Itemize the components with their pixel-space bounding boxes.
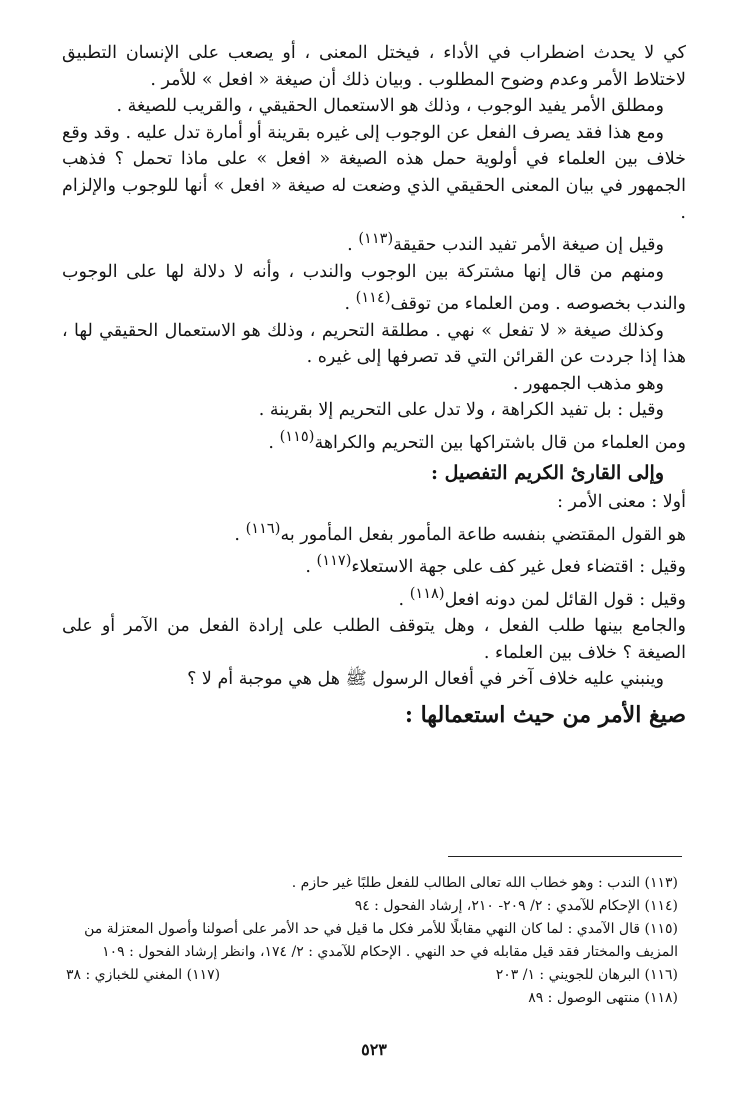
paragraph-13-text: وقيل : قول القائل لمن دونه افعل [444, 589, 686, 610]
end-mark: . [234, 524, 240, 545]
end-mark: . [344, 294, 351, 314]
end-mark: . [305, 557, 311, 578]
paragraph-15: وينبني عليه خلاف آخر في أفعال الرسول ﷺ هل هي موجبة أم لا ؟ [187, 669, 664, 690]
footnotes [66, 872, 678, 1010]
footnote-116: (١١٦) البرهان للجويني : ١/ ٢٠٣ [495, 967, 678, 983]
paragraph-4-text: وقيل إن صيغة الأمر تفيد الندب حقيقة [393, 234, 664, 255]
footnote-ref-118: (١١٨) [409, 584, 445, 602]
end-mark: . [398, 589, 405, 610]
footnote-ref-116: (١١٦) [245, 519, 281, 537]
footnote-ref-113: (١١٣) [358, 230, 394, 248]
paragraph-5-text: ومنهم من قال إنها مشتركة بين الوجوب والندب ، وأنه لا دلالة لها على الوجوب والندب بخصوصه . ومن العلماء من توقف [62, 261, 686, 314]
footnote-113: (١١٣) الندب : وهو خطاب الله تعالى الطالب للفعل طلبًا غير حازم . [291, 875, 678, 891]
paragraph-14: والجامع بينها طلب الفعل ، وهل يتوقف الطلب على إرادة الفعل من الآمر أو على الصيغة ؟ خلاف بين العلماء . [62, 616, 686, 663]
paragraph-1: كي لا يحدث اضطراب في الأداء ، فيختل المعنى ، أو يصعب على الإنسان التطبيق لاختلاط الأمر وعدم وضوح المطلوب . وبيان ذلك أن صيغة « افعل » للأمر . [62, 43, 686, 90]
footnote-separator [448, 856, 682, 857]
footnote-118: (١١٨) منتهى الوصول : ٨٩ [528, 990, 678, 1006]
section-heading: وإلى القارئ الكريم التفصيل : [430, 462, 664, 485]
paragraph-2: ومطلق الأمر يفيد الوجوب ، وذلك هو الاستعمال الحقيقي ، والقريب للصيغة . [116, 96, 664, 117]
footnote-115: (١١٥) قال الآمدي : لما كان النهي مقابلًا للأمر فكل ما قيل في حد الأمر على أصولنا وأصول المعتزلة من المزيف والمختار فقد قيل مقابله في حد النهي . الإحكام للآمدي : ٢/ ١٧٤، وانظر إرشاد الفحول : ١٠٩ [84, 921, 678, 960]
paragraph-8: وقيل : بل تفيد الكراهة ، ولا تدل على التحريم إلا بقرينة . [258, 400, 664, 421]
paragraph-4 [62, 226, 686, 258]
footnote-ref-114: (١١٤) [355, 289, 391, 307]
paragraph-3: ومع هذا فقد يصرف الفعل عن الوجوب إلى غيره بقرينة أو أمارة تدل عليه . وقد وقع خلاف بين العلماء في أولوية حمل هذه الصيغة « افعل » على ماذا تحمل ؟ فذهب الجمهور في بيان المعنى الحقيقي الذي وضعت له صيغة « افعل » أنها للوجوب والإلزام . [62, 122, 686, 223]
main-text [62, 40, 686, 731]
paragraph-6: وكذلك صيغة « لا تفعل » نهي . مطلقة التحريم ، وذلك هو الاستعمال الحقيقي لها ، هذا إذا جردت عن القرائن التي قد تصرفها إلى غيره . [62, 320, 686, 368]
paragraph-11 [62, 516, 686, 548]
page-number: ٥٢٣ [361, 1040, 387, 1059]
footnote-row [66, 964, 678, 987]
paragraph-11-text: هو القول المقتضي بنفسه طاعة المأمور بفعل المأمور به [280, 524, 686, 545]
paragraph-13 [62, 581, 686, 613]
paragraph-7: وهو مذهب الجمهور . [512, 373, 664, 394]
paragraph-9 [62, 424, 686, 456]
end-mark: . [268, 432, 274, 453]
paragraph-9-text: ومن العلماء من قال باشتراكها بين التحريم والكراهة [314, 432, 686, 453]
end-mark: . [347, 234, 353, 255]
footnote-ref-117: (١١٧) [316, 552, 352, 570]
footnote-114: (١١٤) الإحكام للآمدي : ٢/ ٢٠٩- ٢١٠، إرشاد الفحول : ٩٤ [354, 898, 678, 914]
paragraph-12-text: وقيل : اقتضاء فعل غير كف على جهة الاستعلاء [351, 557, 686, 578]
paragraph-12 [62, 548, 686, 580]
section-heading-large: صيغ الأمر من حيث استعمالها : [404, 702, 686, 729]
footnote-117: (١١٧) المغني للخبازي : ٣٨ [66, 967, 221, 983]
paragraph-5 [62, 259, 686, 318]
footnote-ref-115: (١١٥) [279, 427, 315, 445]
paragraph-10: أولا : معنى الأمر : [557, 492, 686, 513]
